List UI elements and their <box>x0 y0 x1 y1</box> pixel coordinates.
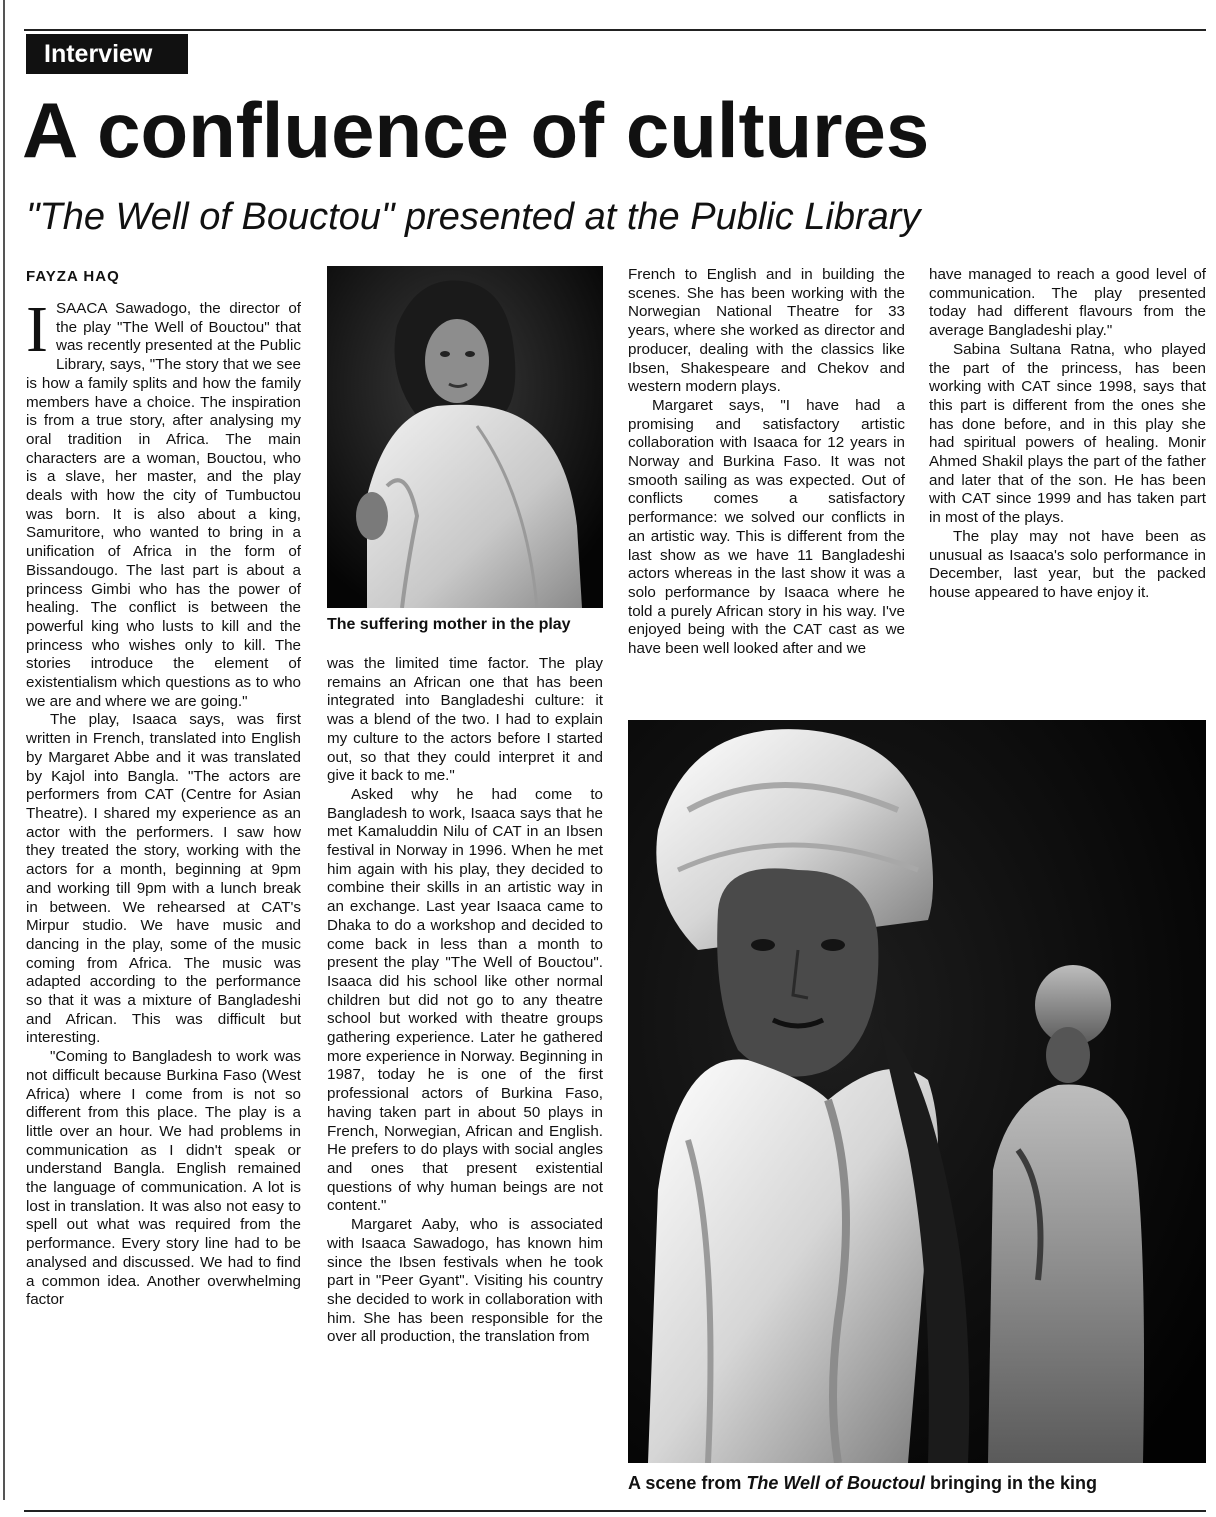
article-column-1 <box>26 293 301 1490</box>
photo-scene-king <box>628 720 1206 1463</box>
photo-caption-2: A scene from The Well of Bouctoul bringing in the king <box>628 1473 1098 1493</box>
byline: FAYZA HAQ <box>26 268 120 285</box>
article-paragraph: The play, Isaaca says, was first written in French, translated into English by Margaret Abbe and it was translated by Kajol into Bangla. "The actors are performers from CAT (Centre for Asian Theatre). I shared my experience as an actor with the performers. I saw how they treated the story, working with the actors for a month, beginning at 9pm and working till 9pm with a lunch break in between. We rehearsed at CAT's Mirpur studio. We have music and dancing in the play, some of the music coming from Africa. The music was adapted according to the performance so that it was a mixture of Bangladeshi and African. This was difficult but interesting. <box>26 711 301 1047</box>
article-paragraph: ISAACA Sawadogo, the director of the play "The Well of Bouctou" that was recently presented at the Public Library, says, "The story that we see is how a family splits and how the family members have a choice. The inspiration is from a true story, after analysing my oral tradition in Africa. The main characters are a woman, Bouctou, who is a slave, her master, and the play deals with how the city of Tumbuctou was born. It is also about a king, Samuritore, who wanted to bring in a unification of Africa in the form of Bissandougo. The last part is about a princess Gimbi who has the power of healing. The conflict is between the powerful king who lusts to kill and the princess who wishes only to kill. The stories introduce the element of existentialism which questions as to who we are and where we are going." <box>26 293 301 710</box>
left-border-rule <box>3 0 5 1500</box>
article-paragraph: "Coming to Bangladesh to work was not difficult because Burkina Faso (West Africa) where I come from is not so different from this place. The play is a little over an hour. We had problems in communication as I didn't speak or understand Bangla. English remained the language of communication. A lot is lost in translation. It was also not easy to spell out what was required from the performance. Every story line had to be analysed and discussed. We had to find a common idea. Another overwhelming factor <box>26 1048 301 1309</box>
article-column-4 <box>929 266 1206 666</box>
headline: A confluence of cultures <box>22 86 930 174</box>
article-paragraph: have managed to reach a good level of communication. The play presented today had different flavours from the average Bangladeshi play." <box>929 266 1206 340</box>
section-label: Interview <box>26 34 188 74</box>
article-paragraph: The play may not have been as unusual as Isaaca's solo performance in December, last year, but the packed house appeared to have enjoy it. <box>929 527 1206 601</box>
article-paragraph: Margaret says, "I have had a promising and satisfactory artistic collaboration with Isaaca for 12 years in Norway and Burkina Faso. It was not smooth sailing as was expected. Out of conflicts comes a satisfactory performance: we solved our conflicts in an artistic way. This is different from the last show as we have 11 Bangladeshi actors whereas in the last show it was a solo performance by Isaaca where he told a purely African story in his way. I've enjoyed being with the CAT cast as we have been well looked after and we <box>628 396 905 658</box>
photo-suffering-mother <box>327 266 603 608</box>
article-paragraph: French to English and in building the scenes. She has been working with the Norwegian National Theatre for 33 years, where she worked as director and producer, dealing with the classics like Ibsen, Shakespeare and Chekov and western modern plays. <box>628 266 905 396</box>
photo-caption-1: The suffering mother in the play <box>327 616 571 633</box>
article-paragraph: was the limited time factor. The play remains an African one that has been integrated into Bangladeshi culture: it was a blend of the two. I had to explain my culture to the actors before I started out, so that they could interpret it and give it back to me." <box>327 655 603 785</box>
subheadline: "The Well of Bouctou" presented at the Public Library <box>26 196 921 238</box>
bottom-rule <box>24 1510 1206 1512</box>
drop-cap: I <box>26 293 48 366</box>
article-paragraph: Margaret Aaby, who is associated with Isaaca Sawadogo, has known him since the Ibsen festivals when he took part in "Peer Gyant". Visiting his country she decided to work in collaboration with him. She has been responsible for the over all production, the translation from <box>327 1216 603 1346</box>
article-column-2 <box>327 655 603 1500</box>
article-column-3 <box>628 266 905 711</box>
article-paragraph: Asked why he had come to Bangladesh to work, Isaaca says that he met Kamaluddin Nilu of CAT in an Ibsen festival in Norway in 1996. When he met him again with his play, they decided to combine their skills in an artistic way in an exchange. Last year Isaaca came to Dhaka to do a workshop and decided to come back in less than a month to present the play "The Well of Bouctou". Isaaca did his school like other normal children but did not go to any theatre school but worked with theatre groups gathering experience. Later he gathered more experience in Norway. Beginning in 1987, today he is one of the first professional actors of Burkina Faso, having taken part in about 50 plays in French, Norwegian, African and English. He prefers to do plays with social angles and ones that present existential questions of why human beings are not content." <box>327 785 603 1215</box>
article-paragraph: Sabina Sultana Ratna, who played the part of the princess, has been working with CAT since 1998, says that this part is different from the ones she has done before, and in this play she had spiritual powers of healing. Monir Ahmed Shakil plays the part of the father and later that of the son. He has been with CAT since 1999 and has taken part in most of the plays. <box>929 340 1206 527</box>
top-rule <box>24 29 1206 31</box>
